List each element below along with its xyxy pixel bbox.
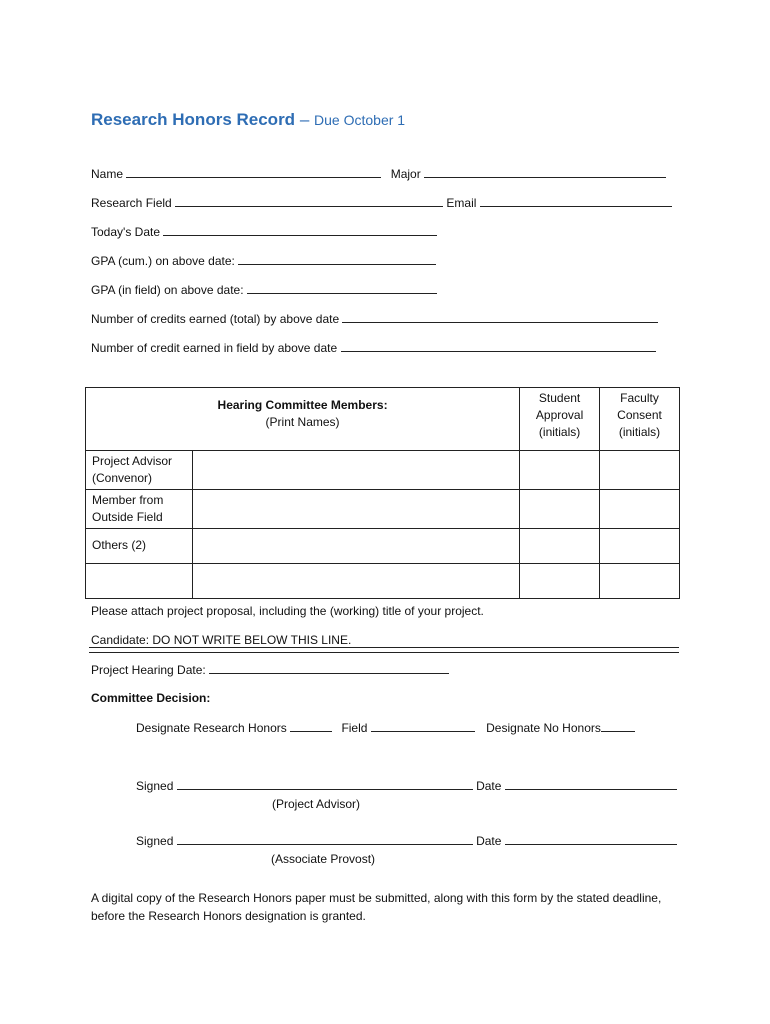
row-label-outside-member xyxy=(86,490,193,529)
credits-total-field[interactable] xyxy=(342,311,658,323)
decision-line xyxy=(136,720,635,735)
table-row xyxy=(86,490,680,529)
project-advisor-caption: (Project Advisor) xyxy=(272,797,361,811)
hearing-date-field[interactable] xyxy=(209,662,449,674)
row-label-project-advisor xyxy=(86,451,193,490)
divider-line xyxy=(89,647,679,653)
designate-no-label: Designate No Honors xyxy=(486,721,601,735)
student-header-line-1: Student xyxy=(538,391,581,405)
name-field[interactable] xyxy=(126,166,381,178)
others-faculty-consent-cell-1[interactable] xyxy=(600,529,680,564)
credits-total-line xyxy=(91,311,658,326)
members-header-sub: (Print Names) xyxy=(265,415,340,429)
row-label-line-1: Member from xyxy=(92,493,164,507)
credits-total-label: Number of credits earned (total) by above date xyxy=(91,312,340,326)
gpa-field-input[interactable] xyxy=(247,282,437,294)
row-label-others xyxy=(86,529,193,564)
outside-member-student-approval-cell[interactable] xyxy=(520,490,600,529)
hearing-date-line xyxy=(91,662,449,677)
table-row xyxy=(86,564,680,599)
candidate-note: Candidate: DO NOT WRITE BELOW THIS LINE. xyxy=(91,633,352,647)
todays-date-label: Today's Date xyxy=(91,225,160,239)
advisor-date-field[interactable] xyxy=(505,778,677,790)
faculty-consent-header xyxy=(600,388,680,451)
gpa-cum-field[interactable] xyxy=(238,253,436,265)
designate-research-field[interactable] xyxy=(290,720,332,732)
student-header-line-2: Approval xyxy=(535,408,584,422)
others-name-cell-2[interactable] xyxy=(192,564,519,599)
field-label: Field xyxy=(341,721,368,735)
title-due: Due October 1 xyxy=(314,112,406,128)
advisor-signature-line xyxy=(136,778,677,793)
outside-member-faculty-consent-cell[interactable] xyxy=(600,490,680,529)
others-name-cell-1[interactable] xyxy=(192,529,519,564)
faculty-header-line-1: Faculty xyxy=(620,391,659,405)
row-label-line-1: Project Advisor xyxy=(92,454,173,468)
credits-field-input[interactable] xyxy=(341,340,656,352)
form-title xyxy=(91,110,405,130)
committee-table xyxy=(85,387,680,599)
table-header-row xyxy=(86,388,680,451)
advisor-student-approval-cell[interactable] xyxy=(520,451,600,490)
advisor-faculty-consent-cell[interactable] xyxy=(600,451,680,490)
name-label: Name xyxy=(91,167,124,181)
credits-field-line xyxy=(91,340,656,355)
row-label-blank xyxy=(86,564,193,599)
faculty-header-line-2: Consent xyxy=(617,408,662,422)
provost-signature-field[interactable] xyxy=(177,833,473,845)
designate-research-label: Designate Research Honors xyxy=(136,721,287,735)
title-dash: – xyxy=(299,110,310,129)
others-student-approval-cell-1[interactable] xyxy=(520,529,600,564)
research-field-label: Research Field xyxy=(91,196,172,210)
gpa-field-label: GPA (in field) on above date: xyxy=(91,283,244,297)
row-label-line-2: (Convenor) xyxy=(92,471,153,485)
student-approval-header xyxy=(520,388,600,451)
major-label: Major xyxy=(390,167,421,181)
others-student-approval-cell-2[interactable] xyxy=(520,564,600,599)
others-faculty-consent-cell-2[interactable] xyxy=(600,564,680,599)
student-header-line-3: (initials) xyxy=(538,425,581,439)
todays-date-line xyxy=(91,224,437,239)
table-row xyxy=(86,529,680,564)
major-field[interactable] xyxy=(424,166,666,178)
research-email-line xyxy=(91,195,672,210)
advisor-name-cell[interactable] xyxy=(192,451,519,490)
date-label: Date xyxy=(476,834,502,848)
attach-note: Please attach project proposal, including the (working) title of your project. xyxy=(91,604,484,618)
outside-member-name-cell[interactable] xyxy=(192,490,519,529)
research-field-input[interactable] xyxy=(175,195,443,207)
row-label-line-1: Others (2) xyxy=(92,538,147,552)
faculty-header-line-3: (initials) xyxy=(618,425,661,439)
email-label: Email xyxy=(446,196,477,210)
title-main: Research Honors Record xyxy=(91,110,296,129)
gpa-cum-line xyxy=(91,253,436,268)
members-header-title: Hearing Committee Members: xyxy=(217,398,388,412)
hearing-date-label: Project Hearing Date: xyxy=(91,663,206,677)
gpa-field-line xyxy=(91,282,437,297)
signed-label: Signed xyxy=(136,779,174,793)
members-header xyxy=(86,388,520,451)
credits-field-label: Number of credit earned in field by above date xyxy=(91,341,338,355)
todays-date-field[interactable] xyxy=(163,224,437,236)
table-row xyxy=(86,451,680,490)
designate-no-field[interactable] xyxy=(601,720,635,732)
field-input[interactable] xyxy=(371,720,475,732)
advisor-signature-field[interactable] xyxy=(177,778,473,790)
provost-date-field[interactable] xyxy=(505,833,677,845)
committee-decision-label: Committee Decision: xyxy=(91,691,211,705)
date-label: Date xyxy=(476,779,502,793)
signed-label: Signed xyxy=(136,834,174,848)
provost-signature-line xyxy=(136,833,677,848)
footer-paragraph: A digital copy of the Research Honors paper must be submitted, along with this form by the stated deadline, before the Research Honors designation is granted. xyxy=(91,891,662,923)
associate-provost-caption: (Associate Provost) xyxy=(271,852,376,866)
email-field[interactable] xyxy=(480,195,672,207)
name-major-line xyxy=(91,166,666,181)
row-label-line-2: Outside Field xyxy=(92,510,163,524)
gpa-cum-label: GPA (cum.) on above date: xyxy=(91,254,235,268)
